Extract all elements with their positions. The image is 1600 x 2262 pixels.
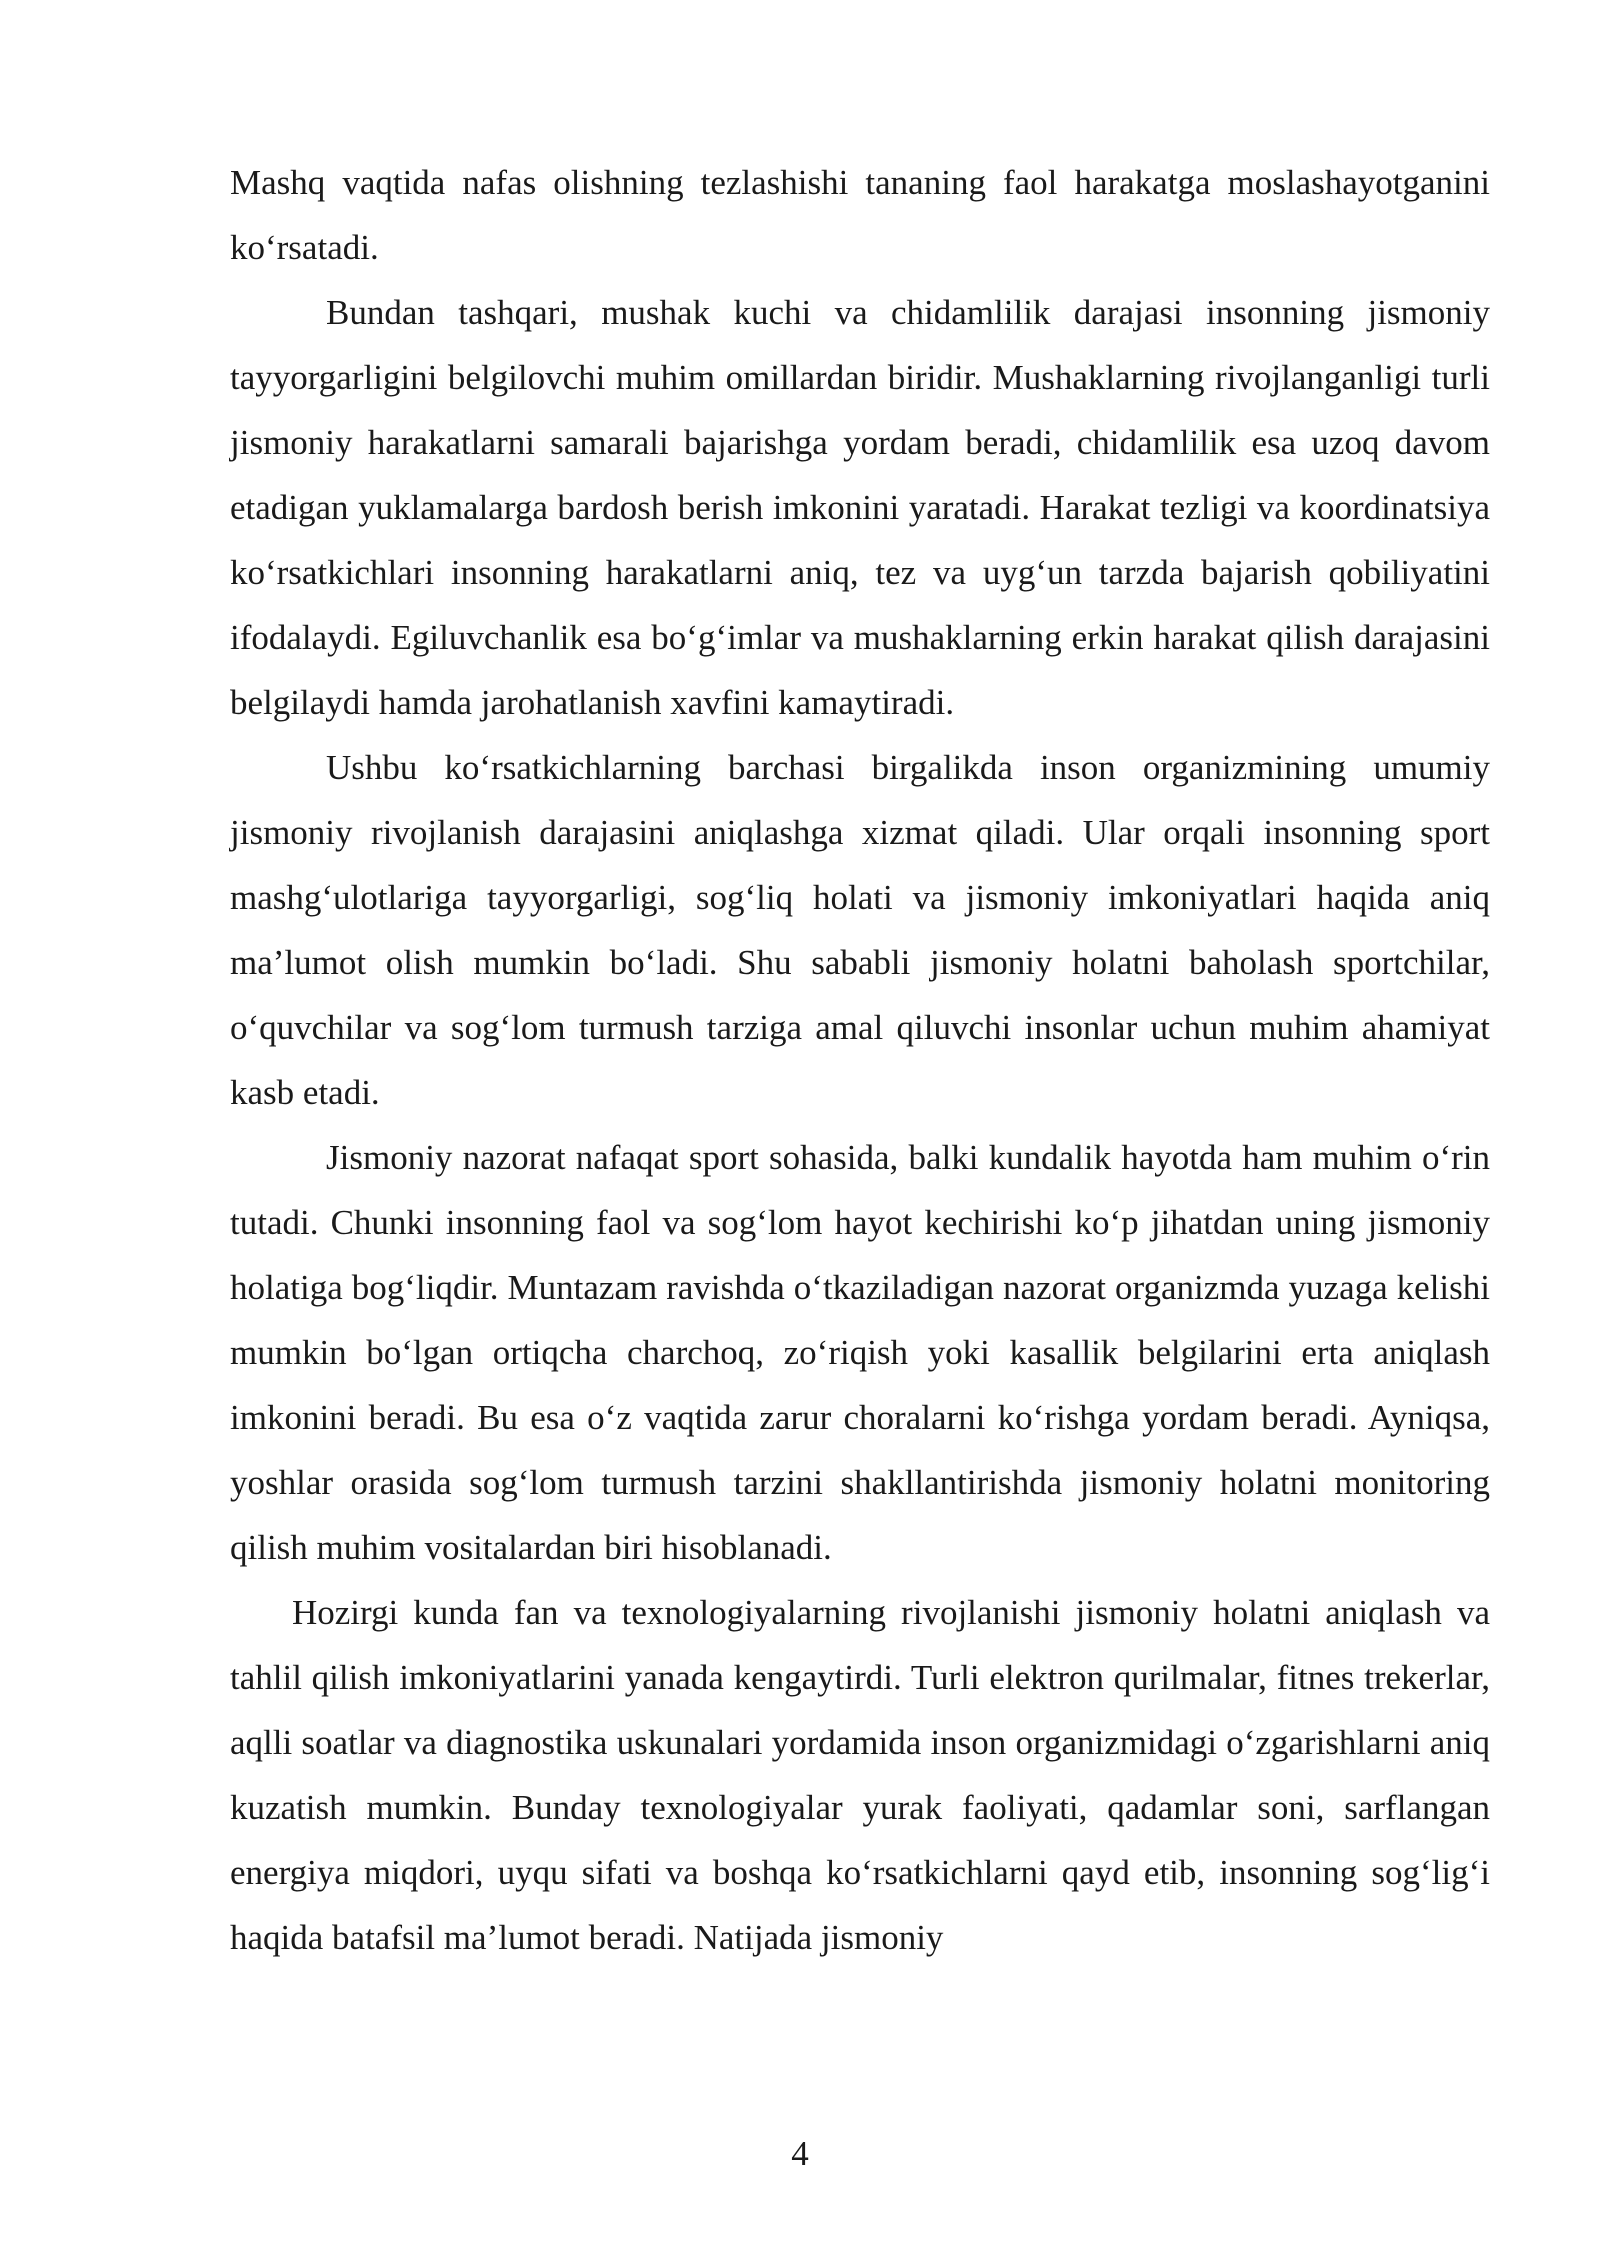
paragraph-technology: Hozirgi kunda fan va texnologiyalarning rivojlanishi jismoniy holatni aniqlash va tahlil qilish imkoniyatlarini yanada kengaytirdi. Turli elektron qurilmalar, fitnes trekerlar, aqlli soatlar va diagnostika uskunalari yordamida inson organizmidagi o‘zgarishlarni aniq kuzatish mumkin. Bunday texnologiyalar yurak faoliyati, qadamlar soni, sarflangan energiya miqdori, uyqu sifati va boshqa ko‘rsatkichlarni qayd etib, insonning sog‘lig‘i haqida batafsil ma’lumot beradi. Natijada jismoniy (230, 1593, 1490, 1957)
paragraph-muscle-strength: Bundan tashqari, mushak kuchi va chidamlilik darajasi insonning jismoniy tayyorgarligini belgilovchi muhim omillardan biridir. Mushaklarning rivojlanganligi turli jismoniy harakatlarni samarali bajarishga yordam beradi, chidamlilik esa uzoq davom etadigan yuklamalarga bardosh berish imkonini yaratadi. Harakat tezligi va koordinatsiya ko‘rsatkichlari insonning harakatlarni aniq, tez va uyg‘un tarzda bajarish qobiliyatini ifodalaydi. Egiluvchanlik esa bo‘g‘imlar va mushaklarning erkin harakat qilish darajasini belgilaydi hamda jarohatlanish xavfini kamaytiradi. (230, 293, 1490, 722)
paragraph-physical-control: Jismoniy nazorat nafaqat sport sohasida, balki kundalik hayotda ham muhim o‘rin tutadi. Chunki insonning faol va sog‘lom hayot kechirishi ko‘p jihatdan uning jismoniy holatiga bog‘liqdir. Muntazam ravishda o‘tkaziladigan nazorat organizmda yuzaga kelishi mumkin bo‘lgan ortiqcha charchoq, zo‘riqish yoki kasallik belgilarini erta aniqlash imkonini beradi. Bu esa o‘z vaqtida zarur choralarni ko‘rishga yordam beradi. Ayniqsa, yoshlar orasida sog‘lom turmush tarzini shakllantirishda jismoniy holatni monitoring qilish muhim vositalardan biri hisoblanadi. (230, 1138, 1490, 1567)
paragraph-indicators: Ushbu ko‘rsatkichlarning barchasi birgalikda inson organizmining umumiy jismoniy rivojlanish darajasini aniqlashga xizmat qiladi. Ular orqali insonning sport mashg‘ulotlariga tayyorgarligi, sog‘liq holati va jismoniy imkoniyatlari haqida aniq ma’lumot olish mumkin bo‘ladi. Shu sababli jismoniy holatni baholash sportchilar, o‘quvchilar va sog‘lom turmush tarziga amal qiluvchi insonlar uchun muhim ahamiyat kasb etadi. (230, 748, 1490, 1112)
page-number: 4 (791, 2134, 809, 2173)
body-text (230, 150, 1490, 1970)
paragraph-continued: Mashq vaqtida nafas olishning tezlashishi tananing faol harakatga moslashayotganini ko‘rsatadi. (230, 163, 1490, 267)
